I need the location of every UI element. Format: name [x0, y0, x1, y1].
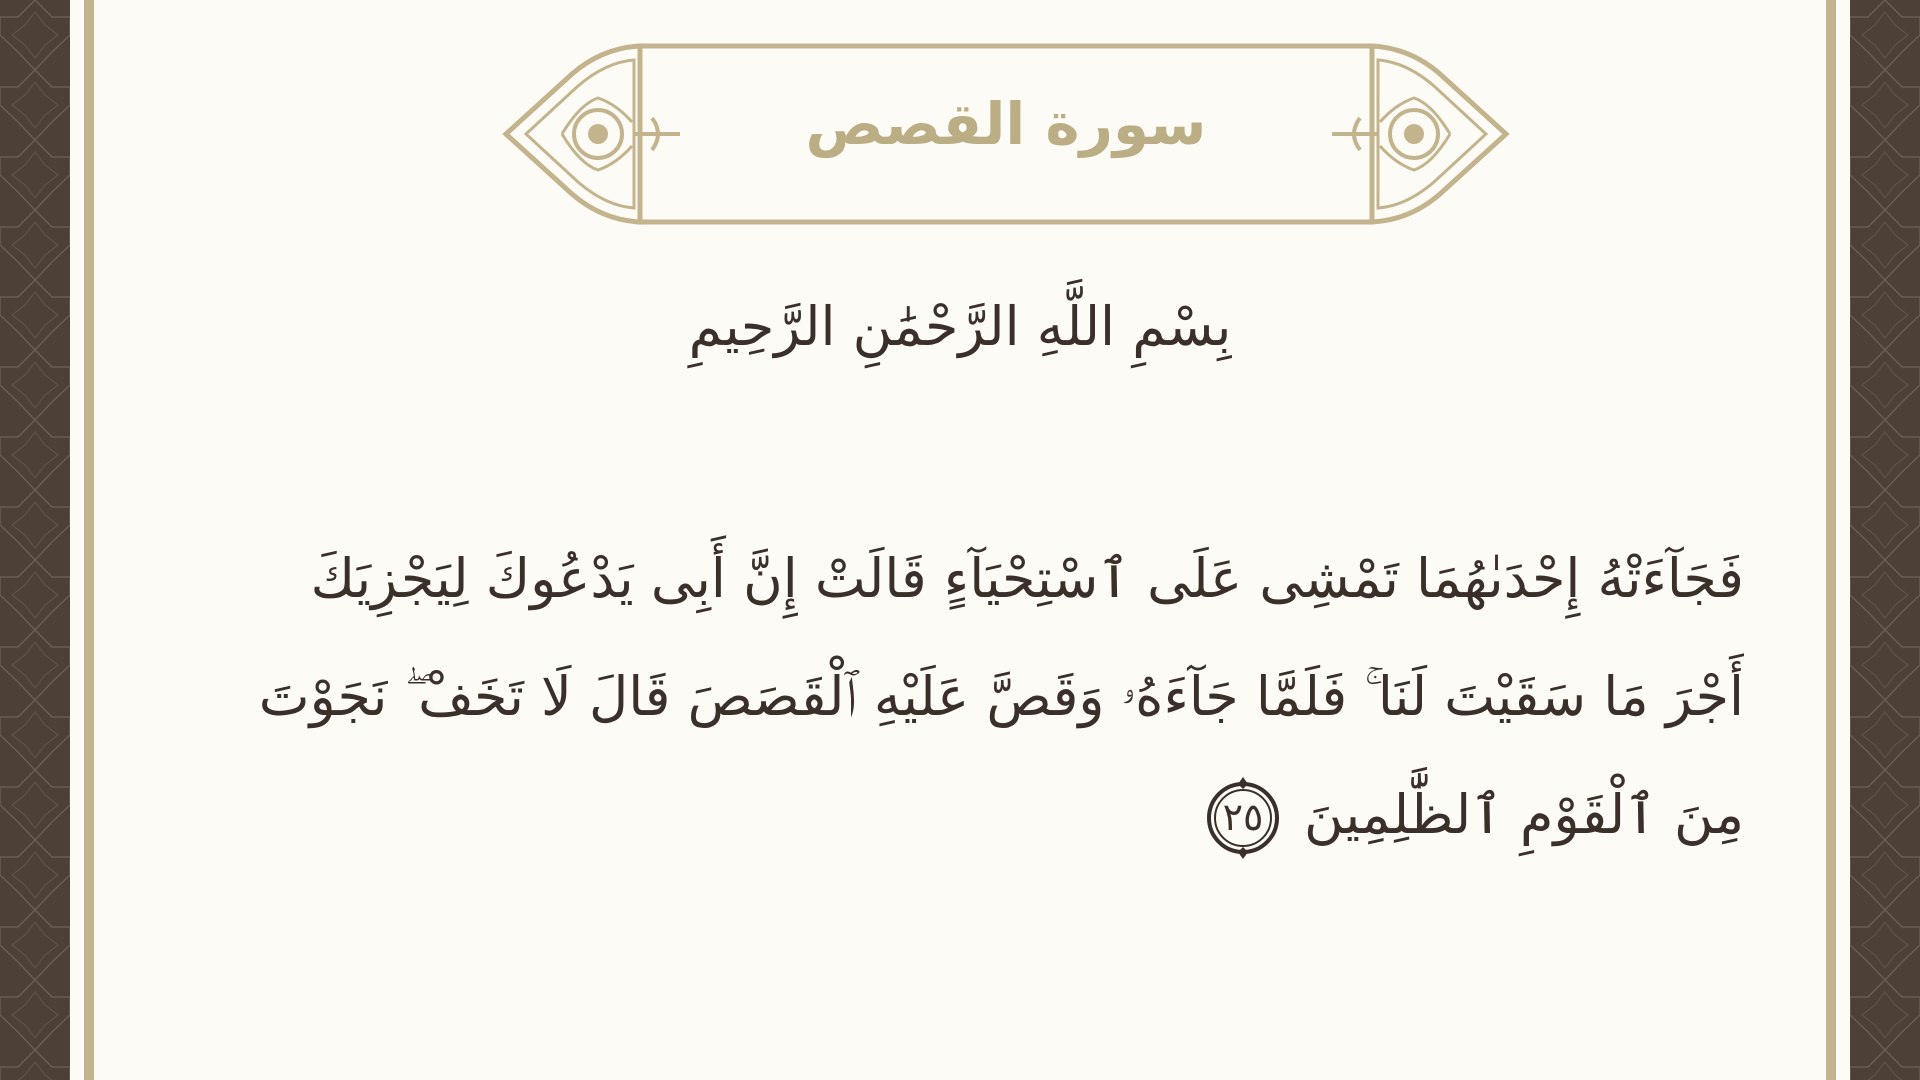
ayah-number: ٢٥	[1222, 795, 1264, 840]
right-gold-rule	[1826, 0, 1836, 1080]
verse-line-1: فَجَآءَتْهُ إِحْدَىٰهُمَا تَمْشِى عَلَى ٱسْتِحْيَآءٍ قَالَتْ إِنَّ أَبِى يَدْعُوكَ لِيَجْزِيَكَ	[310, 547, 1744, 610]
mushaf-page	[70, 0, 1850, 1080]
ayah-end-marker	[1200, 775, 1286, 861]
verse-line-2: أَجْرَ مَا سَقَيْتَ لَنَا ۚ فَلَمَّا جَآءَهُۥ وَقَصَّ عَلَيْهِ ٱلْقَصَصَ قَالَ لَا تَخَفْ ۖ نَجَوْتَ	[258, 665, 1744, 728]
verse-line-3-text: مِنَ ٱلْقَوْمِ ٱلظَّٰلِمِينَ	[1304, 783, 1744, 846]
right-ornamental-border	[1850, 0, 1920, 1080]
left-gold-rule	[84, 0, 94, 1080]
verse-line-3	[94, 756, 1744, 874]
verse-text	[94, 520, 1744, 874]
surah-title-frame	[502, 42, 1510, 226]
surah-title: سورة القصص	[805, 90, 1207, 158]
bismillah: بِسْمِ اللَّهِ الرَّحْمَٰنِ الرَّحِيمِ	[688, 295, 1232, 358]
left-ornamental-border	[0, 0, 70, 1080]
